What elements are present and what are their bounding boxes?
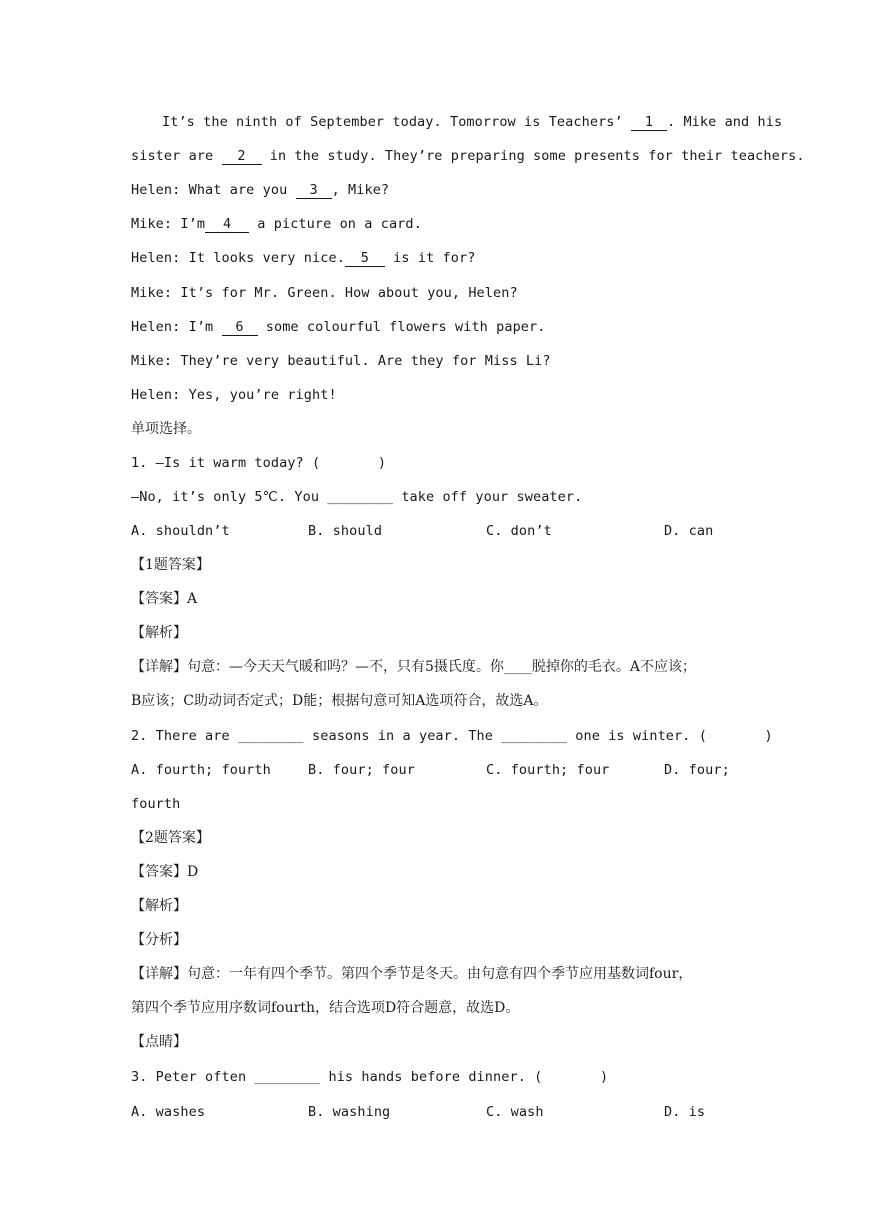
blank-4: 4 — [205, 216, 249, 233]
q2-detail-2: 第四个季节应用序数词fourth，结合选项D符合题意，故选D。 — [131, 1000, 520, 1016]
q1-analysis: 【解析】 — [131, 625, 187, 641]
q1-detail-1: 【详解】句意：—今天天气暖和吗？—不，只有5摄氏度。你____脱掉你的毛衣。A不应该； — [131, 659, 697, 675]
passage-line-1 — [162, 112, 782, 132]
q2-option-a: A. fourth; fourth — [131, 762, 271, 778]
passage-text: in the study. They’re preparing some presents for their teachers. — [269, 148, 805, 164]
q1-answer-header: 【1题答案】 — [131, 557, 210, 573]
q1-option-d: D. can — [664, 523, 714, 539]
q2-answer: 【答案】D — [131, 864, 199, 880]
q2-option-b: B. four; four — [308, 762, 415, 778]
q1-stem-2: —No, it’s only 5℃. You ________ take off your sweater. — [131, 489, 583, 505]
q1-option-b: B. should — [308, 523, 383, 539]
passage-text: some colourful flowers with paper. — [265, 319, 546, 335]
passage-line-2 — [131, 146, 805, 166]
q3-option-a: A. washes — [131, 1104, 206, 1120]
passage-text: , Mike? — [331, 182, 390, 198]
passage-text: It’s the ninth of September today. Tomorrow is Teachers’ — [162, 114, 623, 130]
q2-analysis: 【解析】 — [131, 898, 187, 914]
q3-option-b: B. washing — [308, 1104, 391, 1120]
passage-line-9: Helen: Yes, you’re right! — [131, 387, 337, 403]
passage-line-7 — [131, 317, 546, 337]
passage-line-6: Mike: It’s for Mr. Green. How about you, Helen? — [131, 285, 518, 301]
passage-text: is it for? — [393, 250, 476, 266]
section-title: 单项选择。 — [131, 421, 201, 437]
q2-option-d: D. four; — [664, 762, 730, 778]
q1-stem: 1. —Is it warm today? ( ) — [131, 455, 387, 471]
passage-text: a picture on a card. — [257, 216, 422, 232]
passage-line-4 — [131, 214, 422, 234]
q1-option-a: A. shouldn’t — [131, 523, 230, 539]
passage-text: Helen: What are you — [131, 182, 288, 198]
passage-line-8: Mike: They’re very beautiful. Are they for Miss Li? — [131, 353, 551, 369]
passage-text: sister are — [131, 148, 214, 164]
q1-option-c: C. don’t — [486, 523, 552, 539]
passage-text: . Mike and his — [666, 114, 783, 130]
q2-answer-header: 【2题答案】 — [131, 830, 210, 846]
q2-stem: 2. There are ________ seasons in a year. The ________ one is winter. ( ) — [131, 728, 773, 744]
q3-stem: 3. Peter often ________ his hands before dinner. ( ) — [131, 1069, 609, 1085]
q2-detail-1: 【详解】句意：一年有四个季节。第四个季节是冬天。由句意有四个季节应用基数词four， — [131, 966, 693, 982]
passage-text: Mike: I’m — [131, 216, 206, 232]
q2-option-wrap: fourth — [131, 796, 181, 812]
q1-detail-2: B应该；C助动词否定式；D能；根据句意可知A选项符合，故选A。 — [131, 693, 548, 709]
blank-6: 6 — [222, 319, 258, 336]
q3-option-c: C. wash — [486, 1104, 544, 1120]
q1-answer: 【答案】A — [131, 591, 198, 607]
q2-tip: 【点睛】 — [131, 1034, 187, 1050]
q2-option-c: C. fourth; four — [486, 762, 610, 778]
q3-option-d: D. is — [664, 1104, 706, 1120]
blank-1: 1 — [631, 114, 667, 131]
passage-text: Helen: It looks very nice. — [131, 250, 345, 266]
q2-analysis-2: 【分析】 — [131, 932, 187, 948]
blank-2: 2 — [222, 148, 262, 165]
passage-line-5 — [131, 248, 475, 268]
blank-5: 5 — [345, 250, 385, 267]
passage-text: Helen: I’m — [131, 319, 214, 335]
blank-3: 3 — [296, 182, 332, 199]
passage-line-3 — [131, 180, 389, 200]
